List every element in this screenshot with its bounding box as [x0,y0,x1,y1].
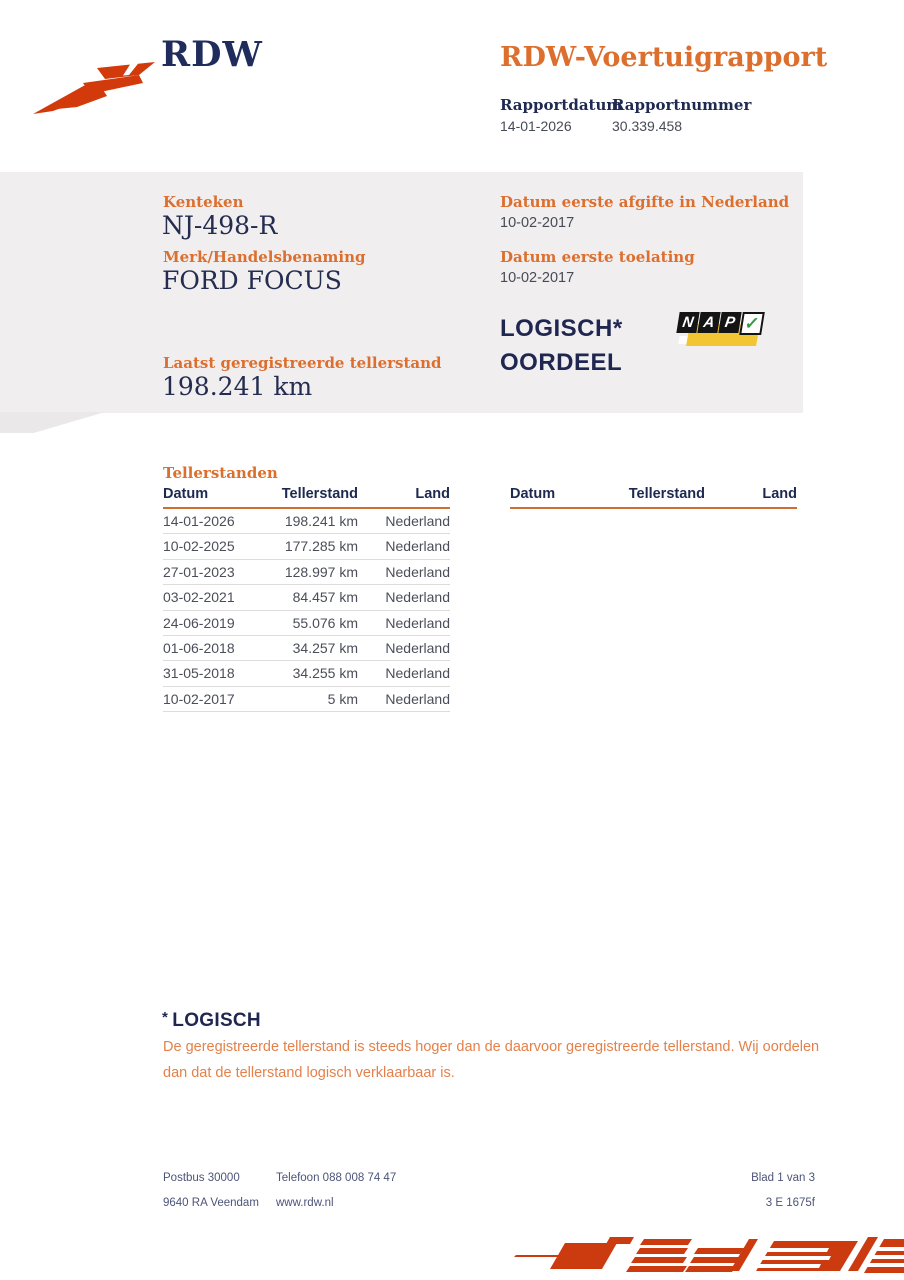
table-cell: Nederland [385,513,450,529]
table-cell: 01-06-2018 [163,639,235,656]
table-cell: 24-06-2019 [163,614,235,631]
table-cell: 10-02-2017 [163,690,235,707]
nap-letter-a: A [697,312,720,333]
nap-logo [676,309,764,355]
table-cell: Nederland [385,614,450,631]
footer-form-code: 3 E 1675f [765,1197,815,1209]
column-header-land: Land [762,486,797,502]
table-cell: 03-02-2021 [163,589,235,606]
table-row [163,661,450,686]
nap-letter-p: P [718,312,741,333]
oordeel-line1: LOGISCH* [500,315,623,342]
column-header-land: Land [415,486,450,502]
speed-lines-graphic-icon [498,1233,904,1280]
page-title: RDW-Voertuigrapport [500,42,828,73]
column-header-tellerstand: Tellerstand [281,486,358,502]
table-cell: Nederland [385,589,450,606]
table-cell: 198.241 km [284,513,358,529]
table-row [163,611,450,636]
tellerstanden-table-left [163,486,450,712]
table-cell: 128.997 km [284,563,358,580]
column-header-datum: Datum [510,486,556,502]
footnote-heading [162,1009,261,1032]
table-cell: 84.457 km [292,589,358,606]
tellerstand-value: 198.241 km [162,372,313,401]
table-cell: 177.285 km [284,538,358,555]
nap-tiles [678,312,764,335]
table-cell: 34.257 km [292,639,358,656]
report-number-value: 30.339.458 [612,118,683,134]
table-cell: 10-02-2025 [163,538,235,555]
report-date-value: 14-01-2026 [500,118,572,134]
tellerstanden-table-right [510,486,797,509]
table-cell: 34.255 km [292,665,358,682]
merk-label: Merk/Handelsbenaming [163,248,366,266]
nap-white-square [678,336,687,344]
merk-value: FORD FOCUS [162,266,342,295]
table-cell: Nederland [385,563,450,580]
table-cell: 5 km [327,690,358,707]
report-number-label: Rapportnummer [612,96,752,114]
table-cell: 27-01-2023 [163,563,235,580]
footnote-title: LOGISCH [172,1010,261,1031]
table-row [163,687,450,712]
tellerstanden-section-title: Tellerstanden [163,464,278,482]
table-row [163,585,450,610]
rdw-feather-logo-icon [33,50,157,116]
table-row [163,560,450,585]
report-date-label: Rapportdatum [500,96,623,114]
table-header-row [510,486,797,509]
table-header-row [163,486,450,509]
table-cell: 14-01-2026 [163,513,235,529]
toelating-label: Datum eerste toelating [500,248,695,266]
table-cell: 55.076 km [292,614,358,631]
kenteken-value: NJ-498-R [162,211,278,240]
summary-panel-corner [0,412,105,433]
footer-phone: Telefoon 088 008 74 47 [276,1172,397,1184]
footnote-marker: * [162,1009,168,1026]
table-cell: Nederland [385,639,450,656]
afgifte-value: 10-02-2017 [500,215,575,231]
table-cell: Nederland [385,690,450,707]
table-body [163,509,450,712]
table-cell: Nederland [385,665,450,682]
footer-address-line2: 9640 RA Veendam [163,1197,259,1209]
table-row [163,509,450,534]
footnote-text: De geregistreerde tellerstand is steeds hoger dan de daarvoor geregistreerde tellerstand. Wij oordelen dan dat de tellerstand logisch verklaarbaar is. [163,1039,820,1081]
table-row [163,636,450,661]
footer-website-link[interactable]: www.rdw.nl [276,1197,334,1209]
footer-address-line1: Postbus 30000 [163,1172,240,1184]
table-cell: 31-05-2018 [163,665,235,682]
column-header-datum: Datum [163,486,209,502]
footer-page-number: Blad 1 van 3 [751,1172,815,1184]
afgifte-label: Datum eerste afgifte in Nederland [500,193,790,211]
kenteken-label: Kenteken [163,193,244,211]
oordeel-text [500,312,623,380]
table-row [163,534,450,559]
nap-check-icon: ✓ [739,312,765,335]
toelating-value: 10-02-2017 [500,270,575,286]
oordeel-line2: OORDEEL [500,349,623,376]
column-header-tellerstand: Tellerstand [628,486,705,502]
table-cell: Nederland [385,538,450,555]
nap-letter-n: N [676,312,699,333]
rdw-logo-text: RDW [161,34,263,75]
tellerstand-label: Laatst geregistreerde tellerstand [163,354,442,372]
